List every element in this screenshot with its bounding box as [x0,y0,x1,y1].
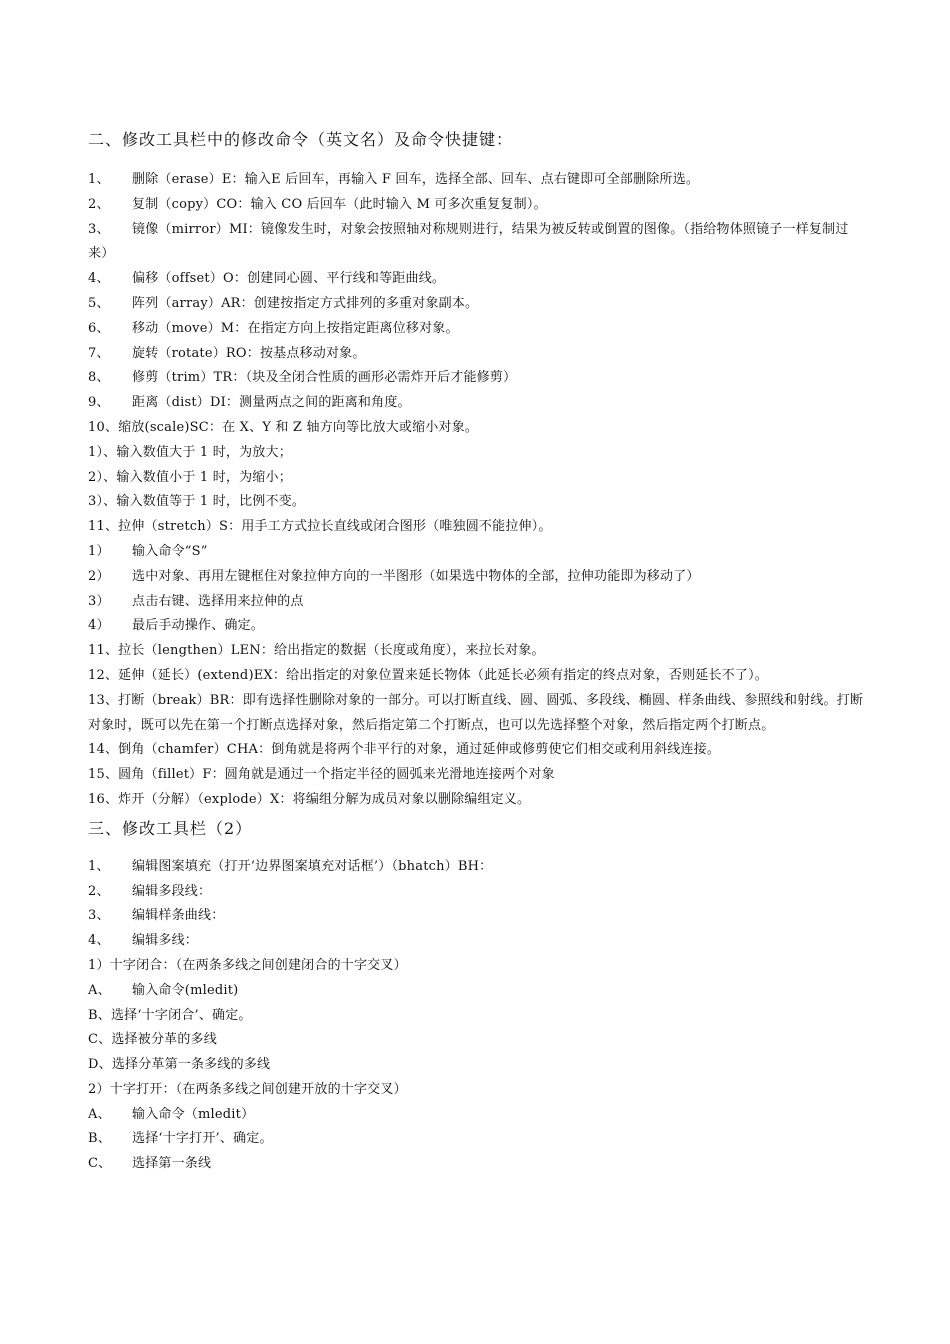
item-number: 1、 [88,172,110,187]
item-number: 1、 [88,858,110,874]
list-item [88,168,868,193]
item-number: 7、 [88,345,110,361]
section-heading-modify-toolbar-2: 三、修改工具栏（2） [88,818,253,838]
sub-item [88,590,868,615]
item-text: 移动（move）M：在指定方向上按指定距离位移对象。 [132,320,459,336]
sub-item-text: 输入命令（mledit） [132,1106,255,1122]
sub-item [88,540,868,565]
sub-item-number: 1） [88,543,110,559]
sub-item-text: 选中对象、再用左键框住对象拉伸方向的一半图形（如果选中物体的全部，拉伸功能即为移动了） [132,568,700,584]
item-text: 删除（erase）E：输入E 后回车，再输入 F 回车，选择全部、回车、点右键即可全部删除所选。 [132,172,700,187]
sub-item-text: 选择第一条线 [132,1156,212,1172]
list-item [88,292,868,317]
item-number: 2、 [88,196,110,212]
sub-item [88,1103,868,1128]
item-text: 偏移（offset）O：创建同心圆、平行线和等距曲线。 [132,271,446,287]
sub-item-number: 3） [88,593,110,609]
sub-item: D、选择分革第一条多线的多线 [88,1057,271,1073]
item-text: 编辑图案填充（打开‘边界图案填充对话框’）（bhatch）BH： [132,858,493,874]
item-text: 编辑多线： [132,933,199,949]
section-heading-modify-commands: 二、修改工具栏中的修改命令（英文名）及命令快捷键： [88,130,514,149]
sub-item: B、选择‘十字闭合’、确定。 [88,1007,252,1023]
item-number: 3、 [88,908,110,924]
list-item-scale: 10、缩放(scale)SC：在 X、Y 和 Z 轴方向等比放大或缩小对象。 [88,419,479,435]
list-item [88,267,868,292]
sub-heading-cross-closed: 1）十字闭合：（在两条多线之间创建闭合的十字交叉） [88,957,407,973]
sub-item [88,565,868,590]
list-item [88,391,868,416]
list-item-extend: 12、延伸（延长）(extend)EX：给出指定的对象位置来延长物体（此延长必须有指定的终点对象，否则延长不了）。 [88,667,768,683]
sub-item: 2）、输入数值小于 1 时，为缩小； [88,469,292,485]
list-item-chamfer: 14、倒角（chamfer）CHA：倒角就是将两个非平行的对象，通过延伸或修剪使它们相交或利用斜线连接。 [88,742,721,758]
sub-item-text: 输入命令“S” [132,543,208,559]
list-item-stretch: 11、拉伸（stretch）S：用手工方式拉长直线或闭合图形（唯独圆不能拉伸）。 [88,519,552,535]
sub-item [88,1127,868,1152]
document-page [88,128,868,1177]
sub-item: 1）、输入数值大于 1 时，为放大； [88,444,292,460]
item-number: 3、 [88,221,110,237]
list-item [88,342,868,367]
item-number: 9、 [88,395,110,411]
item-number: 5、 [88,295,110,311]
sub-item-number: A、 [88,982,111,998]
sub-item [88,614,868,639]
list-item [88,904,868,929]
list-item [88,880,868,905]
list-item [88,317,868,342]
item-text: 编辑样条曲线： [132,908,225,924]
list-item [88,218,868,268]
item-text: 距离（dist）DI：测量两点之间的距离和角度。 [132,395,411,411]
list-item-break: 13、打断（break）BR：即有选择性删除对象的一部分。可以打断直线、圆、圆弧、多段线、椭圆、样条曲线、参照线和射线。打断对象时，既可以先在第一个打断点选择对象，然后指定第二个打断点，也可以先选择整个对象，然后指定两个打断点。 [88,692,864,733]
list-item [88,193,868,218]
sub-heading-cross-open: 2）十字打开：（在两条多线之间创建开放的十字交叉） [88,1081,407,1097]
item-text: 编辑多段线： [132,883,212,899]
sub-item [88,1152,868,1177]
sub-item-number: A、 [88,1106,111,1122]
sub-item: C、选择被分革的多线 [88,1032,217,1048]
item-text: 阵列（array）AR：创建按指定方式排列的多重对象副本。 [132,295,479,311]
sub-item [88,979,868,1004]
item-text: 复制（copy）CO：输入 CO 后回车（此时输入 M 可多次重复复制）。 [132,196,547,212]
list-item-lengthen: 11、拉长（lengthen）LEN：给出指定的数据（长度或角度），来拉长对象。 [88,643,545,659]
item-number: 2、 [88,883,110,899]
item-number: 6、 [88,320,110,336]
list-item [88,929,868,954]
sub-item-number: 4） [88,618,110,634]
sub-item-number: 2） [88,568,110,584]
sub-item-number: C、 [88,1156,112,1172]
item-number: 4、 [88,271,110,287]
item-text: 旋转（rotate）RO：按基点移动对象。 [132,345,366,361]
sub-item-text: 选择‘十字打开’、确定。 [132,1131,273,1147]
item-text: 镜像（mirror）MI：镜像发生时，对象会按照轴对称规则进行，结果为被反转或倒置的图像。（指给物体照镜子一样复制过来） [88,221,849,262]
list-item [88,855,868,880]
list-item-fillet: 15、圆角（fillet）F：圆角就是通过一个指定半径的圆弧来光滑地连接两个对象 [88,767,555,783]
sub-item-text: 最后手动操作、确定。 [132,618,265,634]
sub-item: 3）、输入数值等于 1 时，比例不变。 [88,494,306,510]
list-item-explode: 16、炸开（分解）（explode）X：将编组分解为成员对象以删除编组定义。 [88,791,531,807]
list-item [88,366,868,391]
item-number: 4、 [88,933,110,949]
sub-item-number: B、 [88,1131,111,1147]
sub-item-text: 点击右键、选择用来拉伸的点 [132,593,304,609]
item-text: 修剪（trim）TR：（块及全闭合性质的画形必需炸开后才能修剪） [132,370,517,386]
item-number: 8、 [88,370,110,386]
sub-item-text: 输入命令(mledit) [132,982,239,998]
